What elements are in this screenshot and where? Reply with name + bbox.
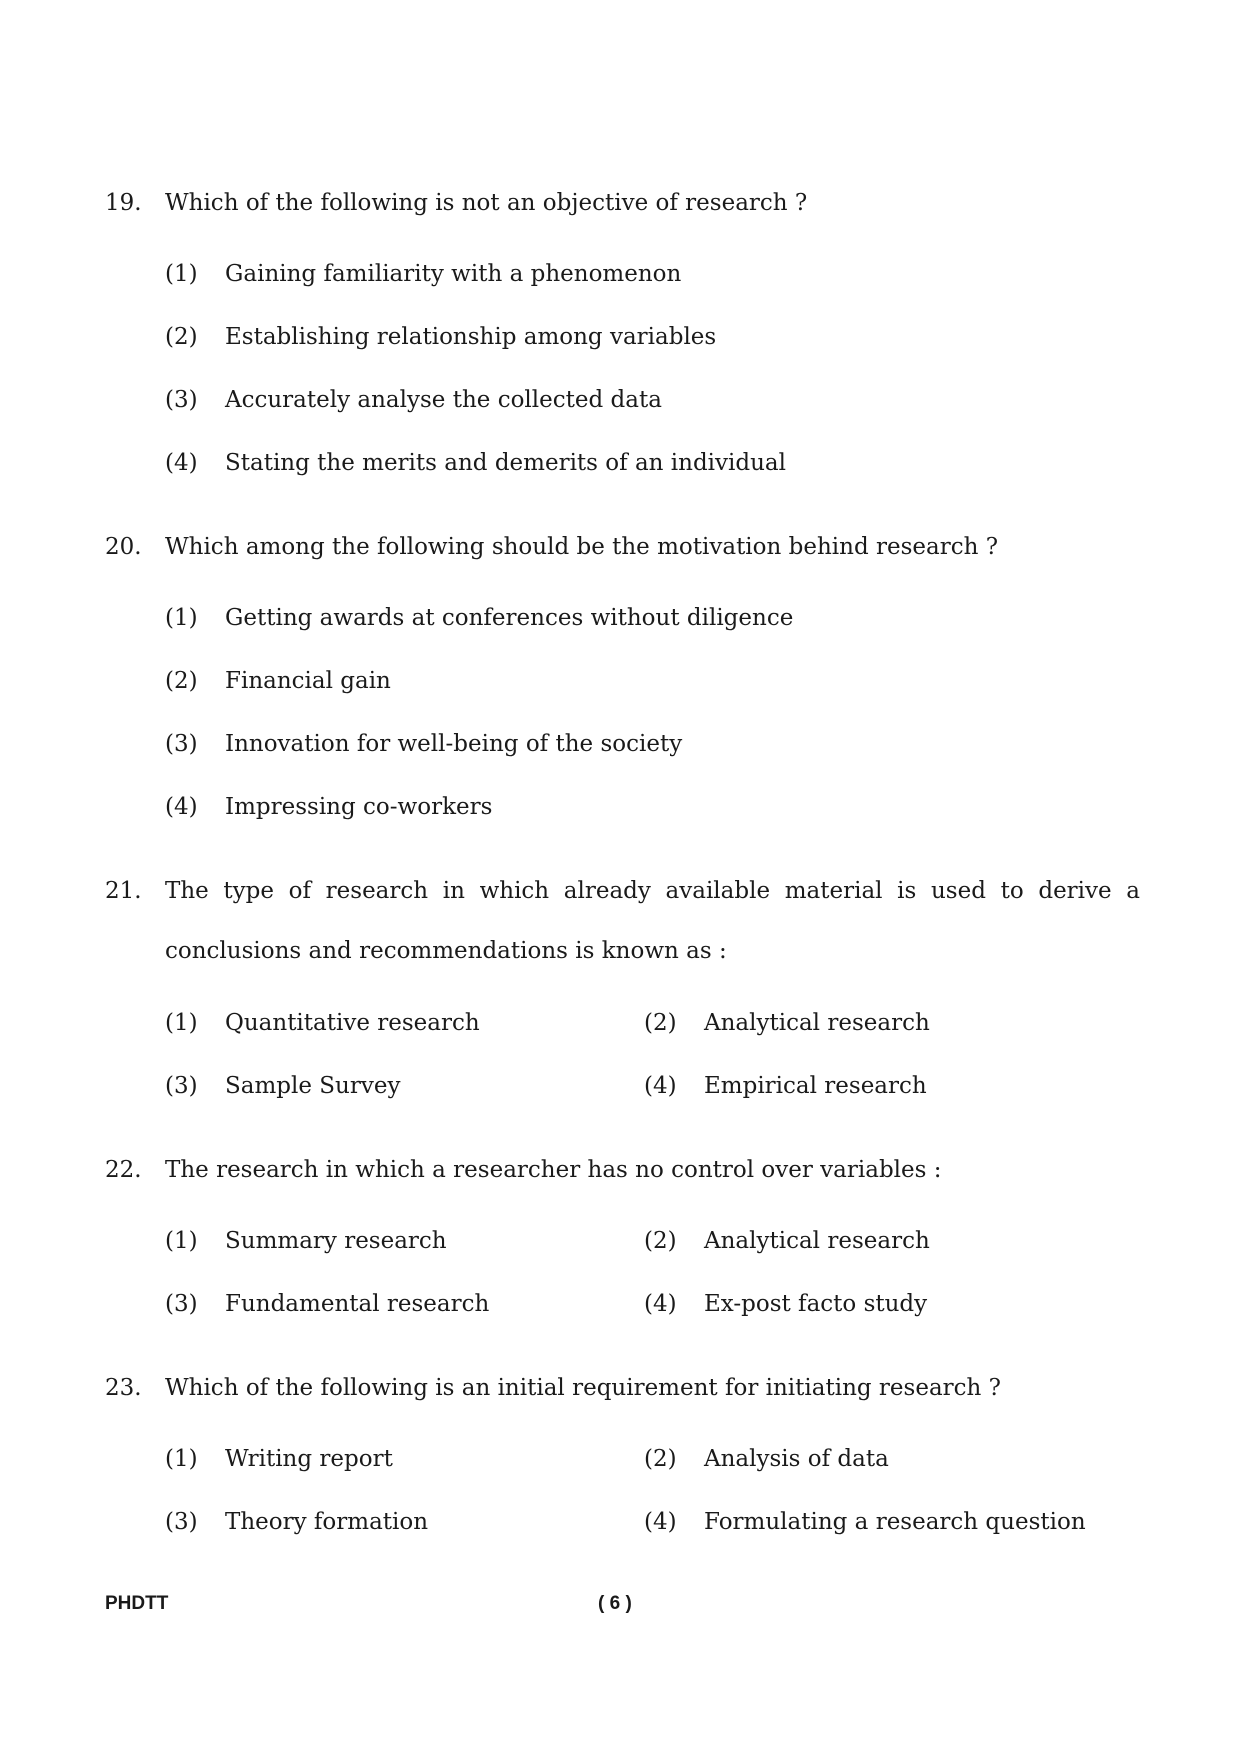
option-text: Getting awards at conferences without diligence [225,605,794,631]
option-number: (1) [165,1228,198,1254]
question-text: Which of the following is not an objective of research ? [165,190,808,216]
option-text: Stating the merits and demerits of an individual [225,450,786,476]
question-text: Which of the following is an initial requirement for initiating research ? [165,1375,1001,1401]
option-number: (4) [165,450,198,476]
option-number: (3) [165,1073,198,1099]
question-number: 23. [105,1375,142,1401]
option-number: (1) [165,261,198,287]
question-text: The research in which a researcher has no control over variables : [165,1157,942,1183]
option-text: Analysis of data [704,1446,889,1472]
option-text: Establishing relationship among variables [225,324,717,350]
question-text: The type of research in which already available material is used to derive a conclusions and recommendations is known as : [165,878,1140,964]
page-number: ( 6 ) [598,1593,632,1614]
option-text: Analytical research [704,1228,930,1254]
option-text: Sample Survey [225,1073,401,1099]
question-number: 20. [105,534,142,560]
option-text: Writing report [225,1446,393,1472]
option-text: Accurately analyse the collected data [225,387,662,413]
option-number: (3) [165,1509,198,1535]
option-number: (4) [644,1073,677,1099]
option-text: Innovation for well-being of the society [225,731,683,757]
option-text: Gaining familiarity with a phenomenon [225,261,682,287]
question-number: 22. [105,1157,142,1183]
option-text: Ex-post facto study [704,1291,928,1317]
option-number: (2) [165,668,198,694]
option-text: Quantitative research [225,1010,480,1036]
option-text: Analytical research [704,1010,930,1036]
question-number: 21. [105,878,142,904]
option-number: (3) [165,387,198,413]
option-number: (1) [165,605,198,631]
option-text: Summary research [225,1228,447,1254]
option-text: Financial gain [225,668,391,694]
option-number: (1) [165,1010,198,1036]
option-number: (4) [165,794,198,820]
paper-code: PHDTT [105,1593,169,1614]
question-number: 19. [105,190,142,216]
option-number: (2) [644,1228,677,1254]
option-text: Empirical research [704,1073,927,1099]
option-text: Theory formation [225,1509,429,1535]
option-text: Formulating a research question [704,1509,1086,1535]
option-number: (4) [644,1509,677,1535]
option-number: (2) [644,1446,677,1472]
option-number: (3) [165,731,198,757]
question-text: Which among the following should be the motivation behind research ? [165,534,999,560]
option-text: Fundamental research [225,1291,490,1317]
option-number: (3) [165,1291,198,1317]
option-number: (2) [644,1010,677,1036]
option-number: (4) [644,1291,677,1317]
option-number: (2) [165,324,198,350]
option-text: Impressing co-workers [225,794,493,820]
option-number: (1) [165,1446,198,1472]
